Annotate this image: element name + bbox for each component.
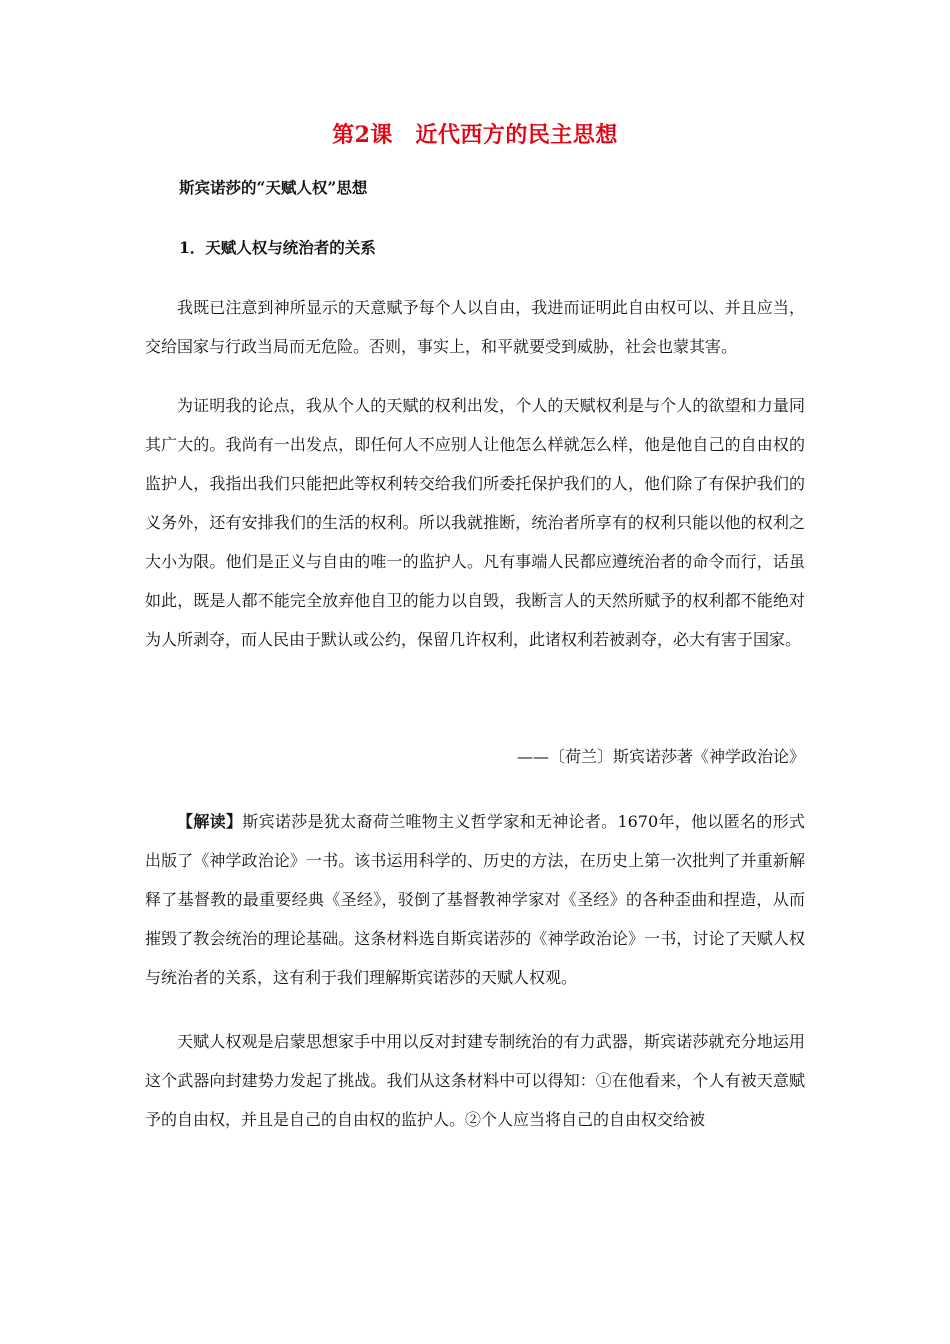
quote-paragraph-1: 我既已注意到神所显示的天意赋予每个人以自由，我进而证明此自由权可以、并且应当，交给国家与行政当局而无危险。否则，事实上，和平就要受到威胁，社会也蒙其害。 bbox=[145, 298, 805, 356]
lesson-title: 第2课 近代西方的民主思想 bbox=[332, 122, 618, 148]
interpretation-paragraph bbox=[145, 802, 805, 997]
sub-heading: 1．天赋人权与统治者的关系 bbox=[179, 238, 376, 257]
interpretation-text: 斯宾诺莎是犹太裔荷兰唯物主义哲学家和无神论者。1670年，他以匿名的形式出版了《神学政治论》一书。该书运用科学的、历史的方法，在历史上第一次批判了并重新解释了基督教的最重要经典《圣经》，驳倒了基督教神学家对《圣经》的各种歪曲和捏造，从而摧毁了教会统治的理论基础。这条材料选自斯宾诺莎的《神学政治论》一书，讨论了天赋人权与统治者的关系，这有利于我们理解斯宾诺莎的天赋人权观。 bbox=[145, 812, 805, 987]
quote-paragraph-2: 为证明我的论点，我从个人的天赋的权利出发，个人的天赋权利是与个人的欲望和力量同其广大的。我尚有一出发点，即任何人不应别人让他怎么样就怎么样，他是他自己的自由权的监护人，我指出我们只能把此等权利转交给我们所委托保护我们的人，他们除了有保护我们的义务外，还有安排我们的生活的权利。所以我就推断，统治者所享有的权利只能以他的权利之大小为限。他们是正义与自由的唯一的监护人。凡有事端人民都应遵统治者的命令而行，话虽如此，既是人都不能完全放弃他自卫的能力以自毁，我断言人的天然所赋予的权利都不能绝对为人所剥夺，而人民由于默认或公约，保留几许权利，此诸权利若被剥夺，必大有害于国家。 bbox=[145, 396, 805, 649]
quote-citation: ——〔荷兰〕斯宾诺莎著《神学政治论》 bbox=[516, 747, 805, 766]
interpretation-label: 【解读】 bbox=[177, 812, 243, 831]
analysis-paragraph: 天赋人权观是启蒙思想家手中用以反对封建专制统治的有力武器，斯宾诺莎就充分地运用这个武器向封建势力发起了挑战。我们从这条材料中可以得知：①在他看来，个人有被天意赋予的自由权，并且是自己的自由权的监护人。②个人应当将自己的自由权交给被 bbox=[145, 1032, 805, 1129]
section-heading: 斯宾诺莎的“天赋人权”思想 bbox=[179, 178, 368, 197]
